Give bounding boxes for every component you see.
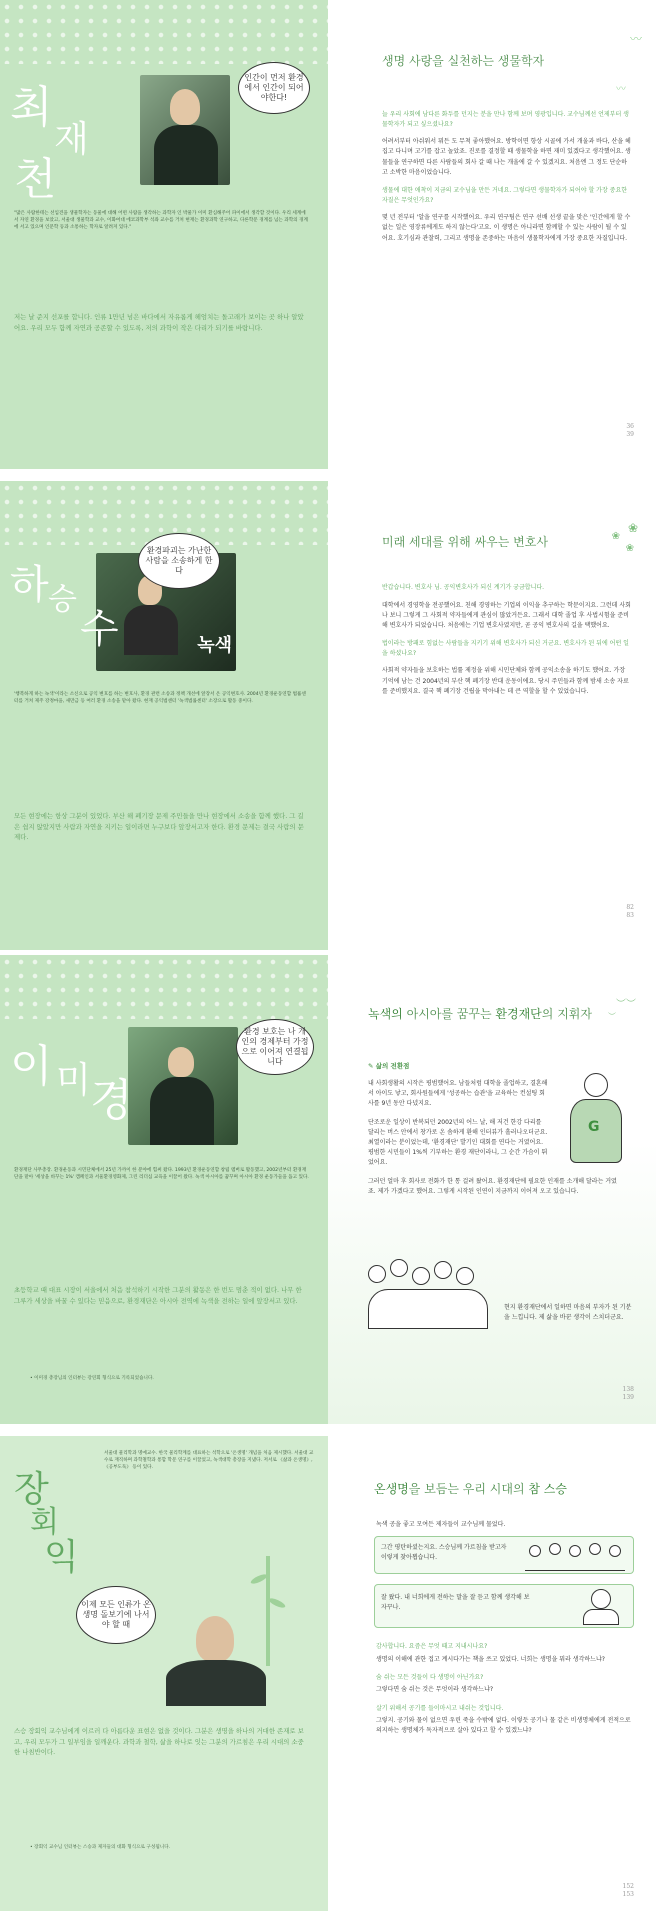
question-2: 법이라는 방패로 힘없는 사람들을 지키기 위해 변호사가 되신 거군요. 변호사가 된 뒤에 어떤 일을 하셨나요?	[382, 640, 629, 657]
dolphin-icon: 〰	[629, 32, 642, 46]
bird-icon: ︶︶	[616, 999, 636, 1010]
paragraph-1: 내 사회생활의 시작은 평범했어요. 남들처럼 대학을 졸업하고, 결혼해서 아이도 낳고, 회사원들에게 '성공하는 습관'을 교육하는 컨설팅 회사를 9년 동안 다녔지요.	[368, 1080, 548, 1108]
right-page-4	[328, 1436, 656, 1911]
answer-3: 그렇지. 공기와 물이 없으면 우린 죽을 수밖에 없다. 이렇듯 공기나 물 같은 비생명체에게 전적으로 의지하는 생명체가 독자적으로 살아 있다고 할 수 있겠느냐?	[376, 1717, 631, 1735]
name-char-2: 회	[30, 1505, 59, 1540]
page-numbers	[623, 1386, 634, 1402]
name-char-1: 이	[10, 1041, 53, 1092]
article-body	[382, 583, 632, 705]
page-numbers	[623, 1883, 634, 1899]
answer-2: 그렇다면 숨 쉬는 것은 무엇이라 생각하느냐?	[376, 1686, 494, 1694]
crowd-illustration	[368, 1255, 494, 1335]
name-char-1: 하	[10, 562, 49, 608]
article-title	[374, 1480, 567, 1497]
page-number-left: 82	[626, 904, 634, 912]
intro-quote: 저는 날 준지 선포를 합니다. 인류 1만년 넘은 바다에서 자유롭게 헤엄치는 돌고래가 보이는 곳 하나 알았어요. 우리 모두 함께 자연과 공존할 수 있도록, 저의 과학이 작은 다리가 되기를 바랍니다.	[14, 313, 304, 332]
g-logo-icon: G	[588, 1119, 600, 1135]
left-page-1	[0, 0, 328, 469]
intro-line: 녹색 공을 좋고 모여든 제자들이 교수님께 물었다.	[376, 1521, 506, 1528]
answer-1: 생명의 이해에 관한 접고 계시다가는 책을 쓰고 있었다. 너희는 생명을 뭐라 생각하느냐?	[376, 1655, 605, 1663]
left-page-3	[0, 955, 328, 1424]
name-char-3: 천	[14, 154, 57, 205]
title-highlight-2: 환경재단	[495, 1007, 542, 1021]
speech-bubble: 이제 모든 인류가 온생명 돌보기에 나서야 할 때	[76, 1586, 156, 1644]
page-numbers	[626, 904, 634, 920]
paragraph-3: 그러던 얼마 후 회사로 전화가 한 통 걸려 왔어요. 환경재단에 필요한 인재를 소개해 달라는 거였죠. 제가 가겠다고 했어요. 그렇게 시작된 인연이 지금까지 이어져 오고 있습니다.	[368, 1177, 617, 1195]
dolphin-icon: 〰	[616, 84, 626, 95]
page-number-left: 36	[626, 423, 634, 431]
title-middle: 을 보듬는 우리 시대의	[408, 1482, 529, 1496]
profile-caption: "많은 사람한테는 선입견을 생물학자는 동물에 대해 어떤 사람을 생각하는 과학자 인 박물가 이미 환심해주어 파이에서 생각할 것이다. 우리 세계에서 자연 환경을 보았고, 서울대 생물학과 교수, 이화여대 에코과학부 석좌 교수를 거쳐 현재는 환경과학 연구하고, 다른학문 경계를 넘는 과학의 경계에 서고 있으며 인문학 등과 소통하는 학자로 알려져 있다."	[14, 211, 308, 231]
name-char-2: 미	[56, 1060, 91, 1101]
professor-sketch	[581, 1589, 621, 1625]
speech-bubble: 환경 보호는 나 개인의 경제부터 가정으로 이어져 연결됩니다	[236, 1019, 314, 1075]
question-2: 숨 쉬는 모든 것들이 다 생명이 아닌가요?	[376, 1673, 484, 1681]
intro-quote: 스승 장회익 교수님에게 이르러 다 아름다운 표현은 없을 것이다. 그분은 생명을 하나의 거대한 존재로 보고, 우리 모두가 그 일부임을 일깨운다. 과학과 철학, 삶을 하나로 잇는 그분의 가르침은 우리 시대의 소중한 나침반이다.	[14, 1727, 304, 1757]
flower-icon: ❀	[611, 531, 620, 542]
article-body	[376, 1642, 632, 1745]
right-page-3	[328, 955, 656, 1424]
flower-icon: ❀	[627, 521, 638, 535]
left-page-4	[0, 1436, 328, 1911]
portrait-photo	[150, 1616, 290, 1706]
title-highlight-1: 녹색의	[368, 1007, 403, 1021]
bird-icon: ︶	[608, 1012, 616, 1021]
page-number-right: 83	[626, 912, 634, 920]
page-number-right: 139	[622, 1394, 634, 1402]
profile-caption: 환경재단 사무총장. 환경운동과 시민단체에서 25년 가까이 한 분야에 힘써 왔다. 1993년 환경운동연합 창립 멤버로 활동했고, 2002년부터 환경재단을 맡아 '세상을 바꾸는 1%' 캠페인과 서울환경영화제, 그린 리더십 교육을 이끌어 왔다. 녹색 아시아를 꿈꾸며 아시아 환경 운동가들을 돕고 있다.	[14, 1168, 309, 1181]
section-subtitle: ✎ 삶의 전환점	[368, 1062, 410, 1070]
dot-pattern	[0, 955, 328, 1019]
paragraph-2: 단조로운 일상이 반복되던 2002년의 어느 날, 해 저건 한강 다리를 달리는 버스 안에서 창가로 온 솜하게 환해 인터뷰가 흘러나오더군요. 최열이라는 분이었는데, '환경재단' 발기인 대회를 연다는 거였어요. 평범한 시민들이 1%씩 기부하는 환경 재단이라니, 그 순간 가슴이 뛰었어요.	[368, 1118, 548, 1167]
name-char-2: 승	[48, 582, 77, 617]
article-title: 생명 사랑을 실천하는 생물학자	[382, 54, 545, 68]
dialogue-text-2: 잘 왔다. 내 너희에게 전하는 말을 잘 듣고 함께 생각해 보자꾸나.	[381, 1594, 530, 1611]
dialogue-box-1	[374, 1536, 634, 1574]
page-numbers	[626, 423, 634, 439]
name-char-3: 익	[44, 1537, 79, 1578]
article-body	[368, 1079, 617, 1205]
name-char-3: 수	[80, 606, 119, 652]
spread-2	[0, 481, 656, 950]
intro-quote: 모든 현장에는 항상 그분이 있었다. 부산 해 폐기장 문제 주민들을 만나 현장에서 소송을 함께 했다. 그 길은 쉽지 않았지만 사람과 자연을 지키는 일이라면 누구보다 앞장서고자 한다. 환경 문제는 결국 사람의 문제다.	[14, 812, 304, 842]
spread-1	[0, 0, 656, 469]
article-body-end	[504, 1303, 634, 1331]
left-page-2	[0, 481, 328, 950]
page-number-left: 138	[622, 1386, 634, 1394]
title-highlight-2: 참 스승	[528, 1482, 567, 1496]
speech-bubble: 환경파괴는 가난한 사람을 소송하게 한다	[138, 533, 220, 589]
portrait-photo	[128, 1027, 238, 1145]
dialogue-box-2	[374, 1584, 634, 1628]
question-2: 생물에 대한 애착이 지금의 교수님을 만든 거네요. 그렇다면 생물학자가 되어야 할 가장 중요한 자질은 무엇인가요?	[382, 186, 628, 204]
answer-2: 사회적 약자들을 보호하는 법률 제정을 위해 시민단체와 함께 공익소송을 하기도 했어요. 가장 기억에 남는 건 2004년의 부산 핵 폐기장 반대 운동이에요. 당시 주민들과 함께 밤새 소송 자료를 준비했지요. 결국 핵 폐기장 건립을 막아내는 데 큰 역할을 할 수 있었습니다.	[382, 667, 629, 695]
flower-icon: ❀	[625, 543, 634, 554]
answer-2: 몇 년 전부터 '알을 연구를 시작했어요. 우리 연구팀은 연구 선배 선생 끝을 맞은 '인간에게 할 수 없는 일은 영장류에게도 하지 않는다'고요. 이 생명은 아니라면 함께할 수 있는 사람이 될 수 있어요. 호기심과 관찰력, 그리고 생명을 존중하는 마음이 생물학자에게 가장 중요한 자질입니다.	[382, 214, 631, 242]
answer-1: 어려서부터 아쉬워서 뭐든 도 무척 좋아했어요. 방학이면 항상 시골에 가서 개울과 바다, 산을 헤집고 다니며 고기를 잡고 놀았죠. 진로를 결정할 때 생물학을 하면 재미 있겠다고 생각했어요. 생물들을 연구하면 다른 사람들의 회사 갈 때 나는 개울에 갈 수 있겠지요. 처음엔 그 정도 단순하고 소박한 마음이었습니다.	[382, 138, 631, 176]
question-1: 늘 우리 사회에 남다른 화두를 던지는 분을 만나 함께 보며 영광입니다. 교수님께선 언제부터 생물학자가 되고 싶으셨나요?	[382, 111, 629, 128]
title-highlight-1: 온생명	[374, 1482, 409, 1496]
article-title: 미래 세대를 위해 싸우는 변호사	[382, 535, 548, 549]
question-1: 감사합니다. 요즘은 무엇 때고 지내시나요?	[376, 1643, 488, 1650]
article-title	[368, 1005, 592, 1022]
green-sign: 녹색	[197, 635, 232, 656]
footnote: • 이미경 총장님의 인터뷰는 강연회 형식으로 기록되었습니다.	[30, 1376, 154, 1381]
question-1: 반갑습니다. 변호사 님. 공익변호사가 되신 계기가 궁금합니다.	[382, 584, 545, 591]
right-page-1	[328, 0, 656, 469]
leaf-icon: ✎	[368, 1062, 374, 1070]
page-number-right: 153	[622, 1891, 634, 1899]
paragraph-4: 현지 환경재단에서 일하면 마음의 부자가 된 기분을 느낍니다. 제 삶을 바꾼 생각이 스치더군요.	[504, 1304, 632, 1322]
name-char-3: 경	[90, 1075, 133, 1126]
question-3: 살기 위해서 공기를 들이마시고 내쉬는 것입니다.	[376, 1704, 504, 1712]
dot-pattern	[0, 0, 328, 64]
right-page-2	[328, 481, 656, 950]
title-middle: 아시아를 꿈꾸는	[406, 1007, 492, 1021]
students-illustration	[525, 1541, 625, 1571]
spread-3	[0, 955, 656, 1424]
profile-caption: '행복하게 하는 녹색'이라는 소신으로 공익 변호를 하는 변호사, 환경 관련 소송과 정책 개선에 앞장서 온 공익변호사. 2004년 환경운동연합 법률센터를 거쳐 제주 강정마을, 새만금 등 여러 환경 소송을 맡아 왔다. 현재 공익법센터 '녹색법률센터' 소장으로 활동 중이다.	[14, 692, 306, 705]
name-char-2: 재	[54, 119, 89, 160]
answer-1: 대학에서 경영학을 전공했어요. 친해 경영하는 기업의 이익을 추구하는 학문이지요. 그런데 사회 나 보니 그렇게 그 사회적 약자들에게 관심이 많았거든요. 그래서 대학 졸업 후 사법시험을 준비해 변호사가 되었습니다. 처음에는 기업 변호사였지만, 곧 공익 변호사의 길을 택했어요.	[382, 601, 631, 629]
dialogue-text-1: 그간 평탄하셨는지요. 스승님께 가르침을 받고자 이렇게 찾아뵙습니다.	[381, 1544, 507, 1561]
name-char-1: 최	[10, 82, 53, 133]
name-char-1: 장	[14, 1469, 49, 1510]
spread-4	[0, 1436, 656, 1911]
portrait-photo	[140, 75, 230, 185]
page-number-right: 39	[626, 431, 634, 439]
profile-caption: 서울대 물리학과 명예교수. 한국 물리학계를 대표하는 석학으로 '온생명' 개념을 처음 제시했다. 서울대 교수로 재직하며 과학철학과 통합 학문 연구를 이끌었고, 녹색대학 총장을 지냈다. 저서로 《삶과 온생명》, 《공부도둑》 등이 있다.	[104, 1451, 314, 1471]
character-illustration	[566, 1073, 626, 1163]
title-end: 의 지휘자	[541, 1007, 592, 1021]
page-number-left: 152	[622, 1883, 634, 1891]
intro-quote: 초등학교 때 대표 시장이 서울에서 처음 참석하기 시작한 그분의 활동은 한 번도 멈춘 적이 없다. 나무 한 그루가 세상을 바꿀 수 있다는 믿음으로, 환경재단은 아시아 전역에 녹색을 전하는 일에 앞장서고 있다.	[14, 1286, 302, 1305]
footnote: • 장회익 교수님 인터뷰는 스승과 제자들의 대화 형식으로 구성됩니다.	[30, 1845, 171, 1850]
speech-bubble: 인간이 먼저 환경에서 인간이 되어야한다!	[238, 62, 310, 114]
article-body	[382, 110, 632, 252]
